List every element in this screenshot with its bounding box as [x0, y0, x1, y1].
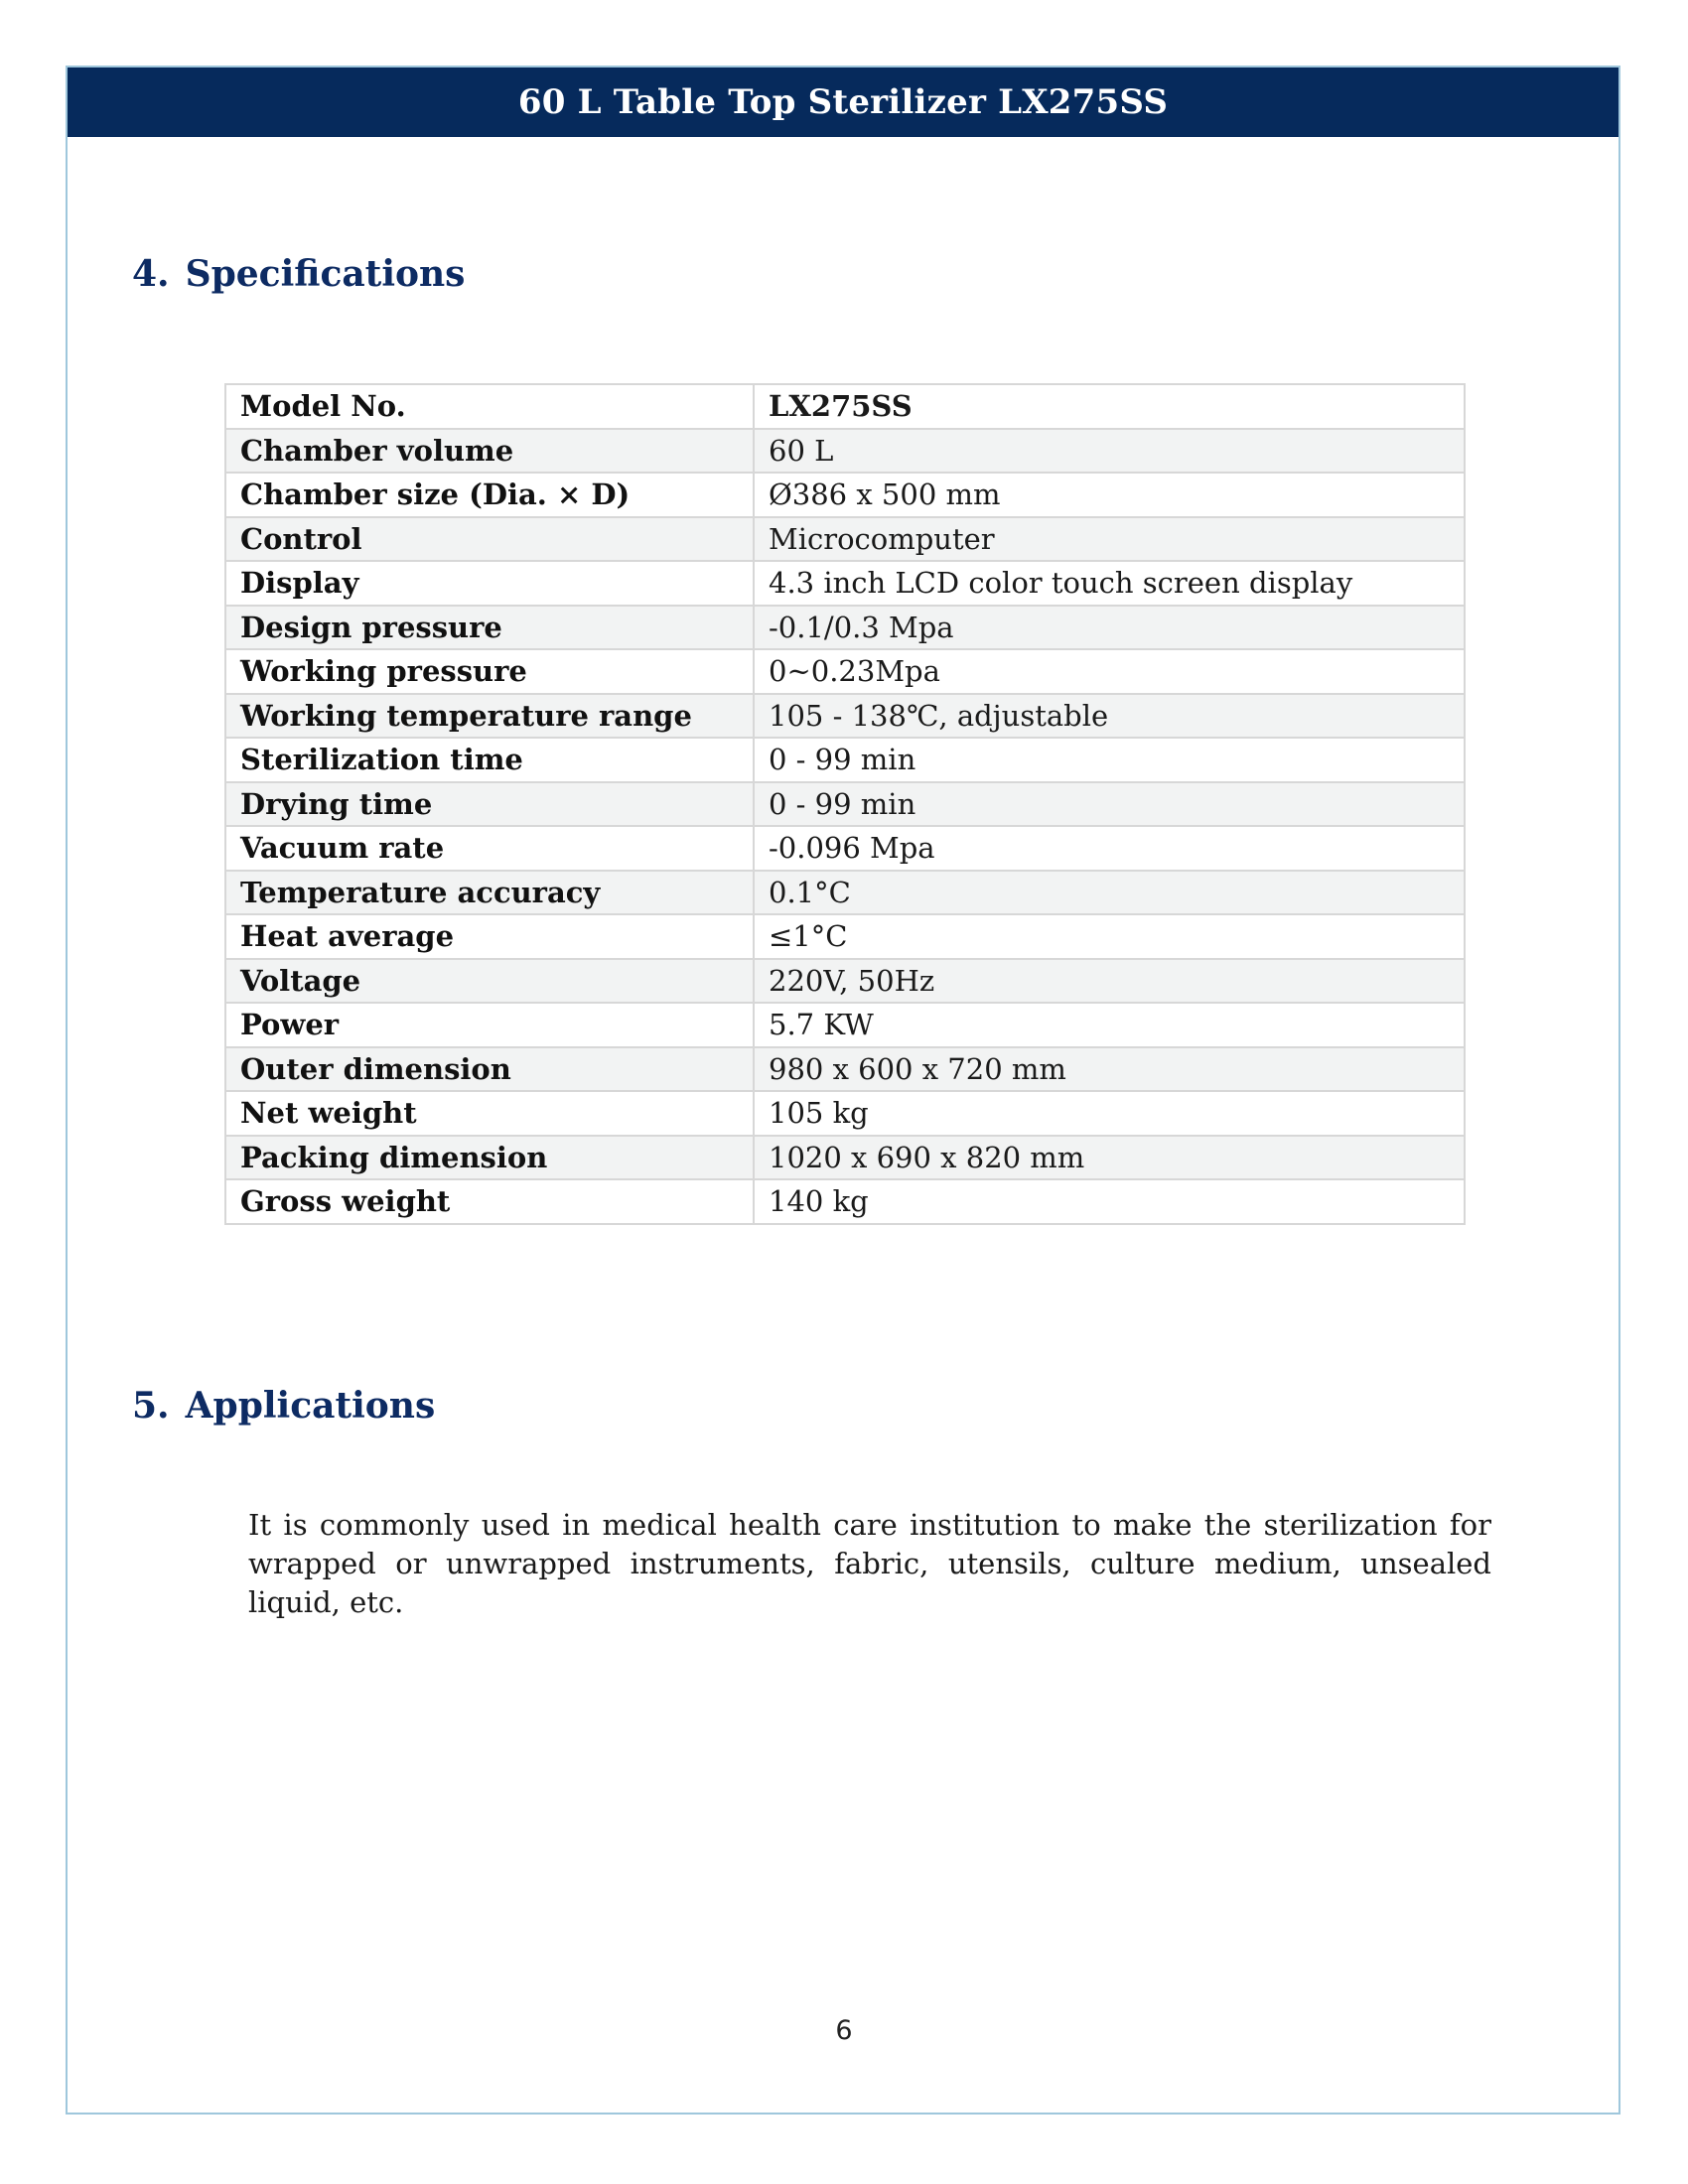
table-row: [225, 826, 1465, 871]
section-number: 4.: [132, 253, 170, 295]
table-row: [225, 384, 1465, 429]
spec-label: Vacuum rate: [225, 826, 754, 871]
spec-label: Display: [225, 561, 754, 606]
section-title: Applications: [185, 1385, 436, 1427]
spec-label: Voltage: [225, 959, 754, 1004]
spec-value: 0 - 99 min: [754, 738, 1465, 782]
table-row: [225, 561, 1465, 606]
specifications-heading: [132, 253, 465, 295]
spec-value: 5.7 KW: [754, 1003, 1465, 1047]
spec-value: 140 kg: [754, 1179, 1465, 1224]
table-row: [225, 606, 1465, 650]
spec-value: 0.1°C: [754, 871, 1465, 915]
spec-label: Working pressure: [225, 649, 754, 694]
table-row: [225, 1091, 1465, 1136]
section-title: Specifications: [185, 253, 466, 295]
spec-label: Temperature accuracy: [225, 871, 754, 915]
spec-label: Drying time: [225, 782, 754, 827]
document-title: 60 L Table Top Sterilizer LX275SS: [517, 82, 1169, 122]
table-row: [225, 473, 1465, 517]
spec-label: Gross weight: [225, 1179, 754, 1224]
spec-value: LX275SS: [754, 384, 1465, 429]
specifications-table: [224, 383, 1466, 1225]
section-number: 5.: [132, 1385, 170, 1427]
table-row: [225, 429, 1465, 474]
table-row: [225, 649, 1465, 694]
spec-label: Chamber size (Dia. × D): [225, 473, 754, 517]
table-row: [225, 517, 1465, 562]
spec-value: -0.1/0.3 Mpa: [754, 606, 1465, 650]
spec-value: 60 L: [754, 429, 1465, 474]
spec-label: Net weight: [225, 1091, 754, 1136]
document-title-bar: [68, 68, 1618, 137]
table-row: [225, 1179, 1465, 1224]
spec-value: 220V, 50Hz: [754, 959, 1465, 1004]
spec-value: 0 - 99 min: [754, 782, 1465, 827]
spec-label: Model No.: [225, 384, 754, 429]
spec-label: Control: [225, 517, 754, 562]
spec-value: 105 - 138℃, adjustable: [754, 694, 1465, 739]
spec-label: Power: [225, 1003, 754, 1047]
table-row: [225, 914, 1465, 959]
spec-label: Design pressure: [225, 606, 754, 650]
applications-paragraph: It is commonly used in medical health care institution to make the sterilization for wrapped or unwrapped instruments, fabric, utensils, culture medium, unsealed liquid, etc.: [248, 1508, 1491, 1619]
table-row: [225, 1136, 1465, 1180]
table-row: [225, 871, 1465, 915]
spec-value: 1020 x 690 x 820 mm: [754, 1136, 1465, 1180]
spec-value: 0~0.23Mpa: [754, 649, 1465, 694]
table-row: [225, 738, 1465, 782]
spec-value: 4.3 inch LCD color touch screen display: [754, 561, 1465, 606]
spec-value: -0.096 Mpa: [754, 826, 1465, 871]
page-number: 6: [835, 2015, 853, 2046]
table-row: [225, 1003, 1465, 1047]
spec-value: 105 kg: [754, 1091, 1465, 1136]
spec-label: Outer dimension: [225, 1047, 754, 1092]
applications-heading: [132, 1385, 435, 1427]
table-row: [225, 959, 1465, 1004]
table-row: [225, 782, 1465, 827]
spec-label: Packing dimension: [225, 1136, 754, 1180]
spec-label: Heat average: [225, 914, 754, 959]
spec-value: Microcomputer: [754, 517, 1465, 562]
spec-label: Sterilization time: [225, 738, 754, 782]
spec-label: Working temperature range: [225, 694, 754, 739]
table-row: [225, 694, 1465, 739]
spec-label: Chamber volume: [225, 429, 754, 474]
table-row: [225, 1047, 1465, 1092]
spec-value: Ø386 x 500 mm: [754, 473, 1465, 517]
spec-value: ≤1°C: [754, 914, 1465, 959]
spec-value: 980 x 600 x 720 mm: [754, 1047, 1465, 1092]
